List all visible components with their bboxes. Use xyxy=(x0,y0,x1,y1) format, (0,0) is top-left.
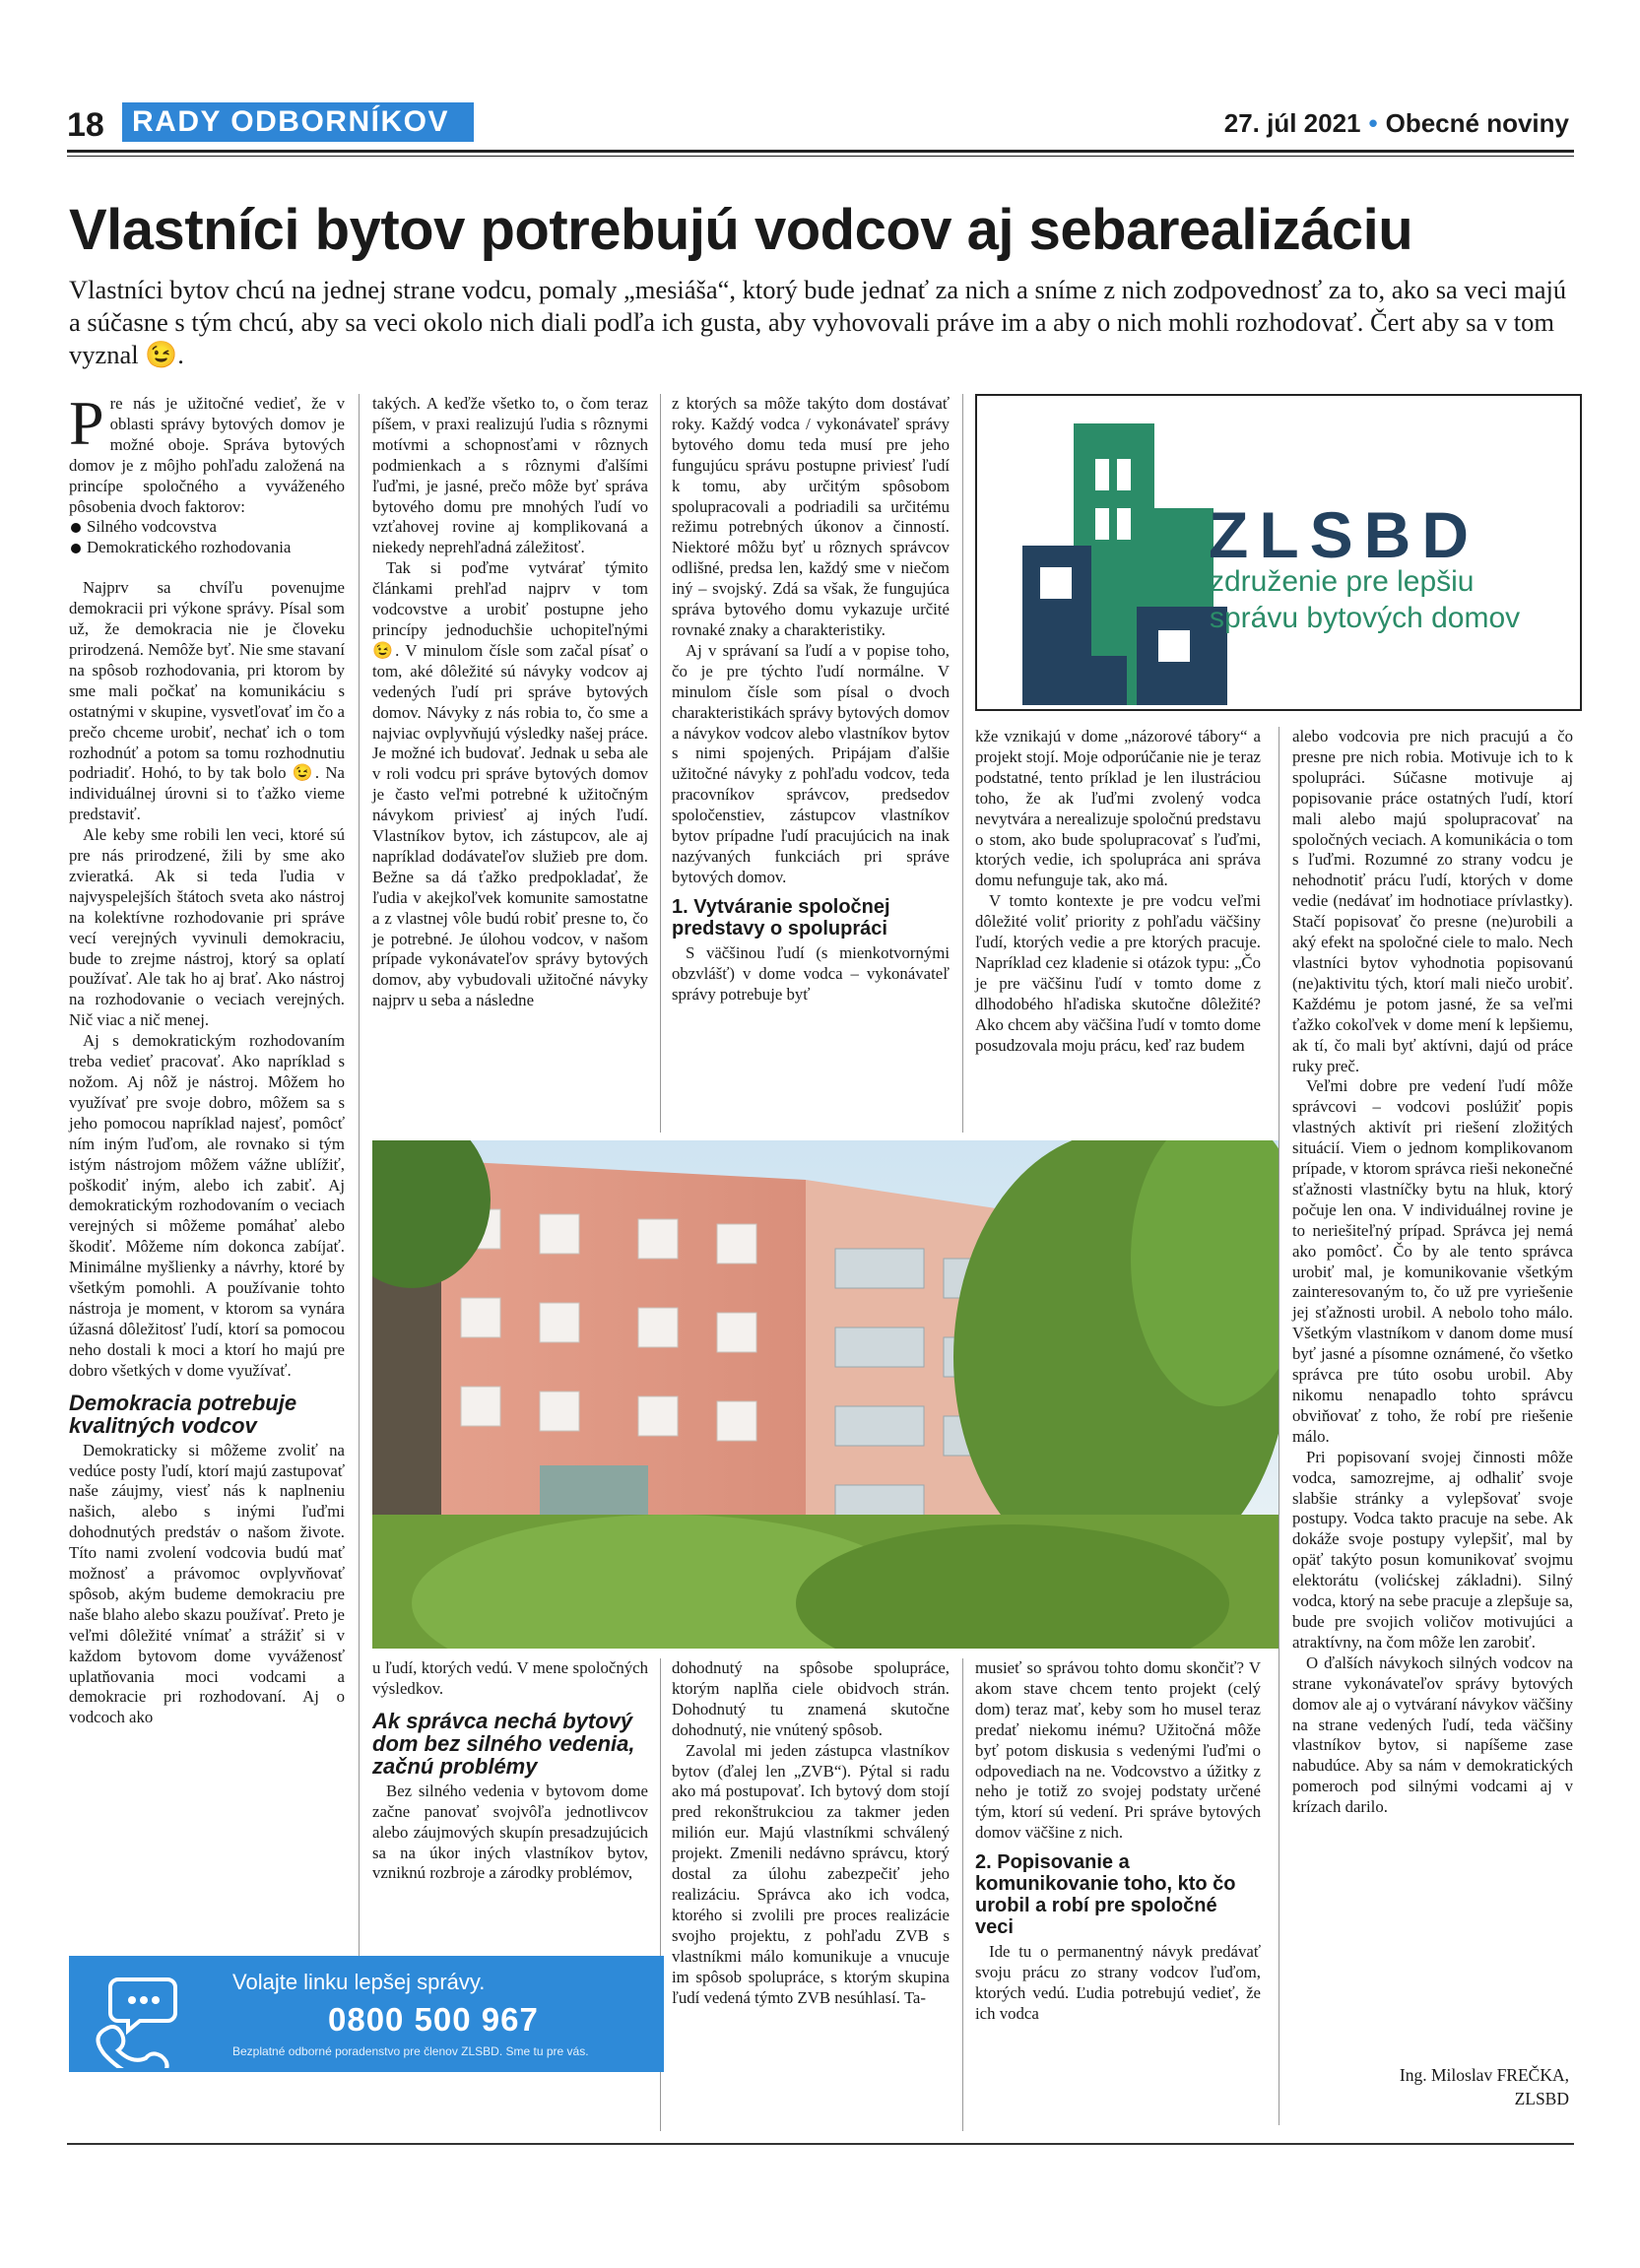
paragraph: Aj v správaní sa ľudí a v popise toho, čo je pre týchto ľudí normálne. V minulom čísle som písal o dvoch charakteristikách správy bytových domov a návykov vodcov alebo vlastníkov bytov s nimi spojených. Pripájam ďalšie užitočné návyky z pohľadu vodcov, teda pracovníkov správcov, predsedov spoločenstiev, zástupcov vlastníkov bytov prípadne ľudí pracujúcich na inak nazývaných funkciách pri správe bytových domov. xyxy=(672,640,950,886)
paragraph: Pri popisovaní svojej činnosti môže vodca, samozrejme, aj odhaliť svoje slabšie stránky a vylepšovať svoje postupy. Vodca takto pracuje na sebe. Ak dokáže svoje postupy vylepšiť, mal by opäť takýto posun komunikovať svojmu elektorátu (volićskej základni). Silný vodca, ktorý na sebe pracuje a zlepšuje sa, bude pre svojich voličov motivujúci a atraktívny, na čom môže len zarobiť. xyxy=(1292,1447,1573,1652)
subheading: 2. Popisovanie a komunikovanie toho, kto čo urobil a robí pre spoločné veci xyxy=(975,1851,1236,1939)
paragraph: z ktorých sa môže takýto dom dostávať roky. Každý vodca / vykonávateľ správy bytového domu teda musí pre jeho fungujúcu správu postupne priviesť ľudí k tomu, aby určitým spôsobom spolupracovali a podriadili sa určitému režimu potrebných úkonov a činností. Niektoré môžu byť u rôznych správcov odlišné, predsa len, každý sme v niečom iný – svojský. Zdá sa však, že fungujúca správa bytového domu vykazuje určité rovnaké znaky a charakteristiky. xyxy=(672,394,950,639)
column-divider xyxy=(660,394,661,1133)
paragraph: Najprv sa chvíľu povenujme demokracii pri výkone správy. Písal som už, že demokracia nie je človeku prirodzená. Nemôže byť. Nie sme stavaní na spôsob rozhodovania, pri ktorom by sme mali počkať na komunikáciu s ostatnými v skupine, vysvetľovať im čo a prečo chceme urobiť, nechať ich o tom rozhodnúť a potom sa tomu rozhodnutiu podriadiť. Hohó, to by tak bolo 😉. Na individuálnej úrovni si to ťažko vieme predstaviť. xyxy=(69,578,345,824)
column-divider xyxy=(359,394,360,1960)
issue-date: 27. júl 2021 xyxy=(1223,108,1361,138)
column-divider xyxy=(962,394,963,1133)
paragraph: takých. A keďže všetko to, o čom teraz píšem, v praxi realizujú ľudia s rôznymi motívmi a schopnosťami v rôznych podmienkach a s rôznymi ďalšími ľuďmi, je jasné, prečo môže byť správa bytového domu pre mnohých ľudí vo vzťahovej rovine aj komplikovaná a niekedy neprehľadná záležitosť. xyxy=(372,394,648,557)
article-column-5 xyxy=(1292,727,1573,1818)
list-item: Silného vodcovstva xyxy=(69,517,345,538)
list-item: Demokratického rozhodovania xyxy=(69,538,345,558)
separator-dot: • xyxy=(1368,108,1378,138)
author-signature xyxy=(1400,2063,1569,2110)
header-rule-thin xyxy=(67,156,1574,157)
article-column-3 xyxy=(672,394,950,1004)
logo-title: ZLSBD xyxy=(1209,498,1479,571)
subheading: Ak správca nechá bytový dom bez silného vedenia, začnú problémy xyxy=(372,1708,635,1779)
author-name: Ing. Miloslav FREČKA, xyxy=(1399,2065,1569,2085)
subheading: Demokracia potrebuje kvalitných vodcov xyxy=(69,1390,297,1438)
paragraph: Bez silného vedenia v bytovom dome začne panovať svojvôľa jednotlivcov alebo záujmových skupín presadzujúcich sa na úkor iných vlastníkov bytov, vzniknú rozbroje a zárodky problémov, xyxy=(372,1781,648,1883)
paragraph: alebo vodcovia pre nich pracujú a čo presne pre nich robia. Motivuje ich to k spolupráci. Súčasne motivuje aj popisovanie práce ostatných ľudí, ktorí mali alebo majú spolupracovať na spoločných veciach. A komunikácia o tom s ľuďmi. Rozumné zo strany vodcu je nehodnotiť prácu ľudí, ktorých v dome vedie (nedávať im hodnotiace prívlastky). Stačí popisovať čo presne (ne)urobili a aký efekt na spoločné ciele to malo. Nech vlastníci bytov vyhodnotia popisovanú (ne)aktivitu tých, ktorí mali niečo urobiť. Každému je potom jasné, že sa veľmi ťažko cokoľvek v dome mení k lepšiemu, ak tí, čo mali byť aktívni, dajú od práce ruky preč. xyxy=(1292,727,1573,1075)
apartment-building-photo xyxy=(372,1140,1279,1649)
ad-phone-number[interactable]: 0800 500 967 xyxy=(328,2001,539,2038)
bullet-list xyxy=(69,517,345,558)
subheading: 1. Vytváranie spoločnej predstavy o spolupráci xyxy=(672,895,890,940)
article-column-3-continued xyxy=(672,1658,950,2008)
lead-paragraph: Vlastníci bytov chcú na jednej strane vodcu, pomaly „mesiáša“, ktorý bude jednať za nich a sníme z nich zodpovednosť za to, ako sa veci majú a súčasne s tým chcú, aby sa veci okolo nich diali podľa ich gusta, aby vyhovovali práve im a aby o nich mohli rozhodovať. Čert aby sa v tom vyznal 😉. xyxy=(69,275,1567,369)
paragraph: Ale keby sme robili len veci, ktoré sú pre nás prirodzené, žili by sme ako zvieratká. Ak si teda ľudia v najvyspelejších štátoch sveta ako nástroj na kolektívne rozhodovanie pri správe vecí verejných vyvinuli demokraciu, bude to zrejme nástroj, ktorý sa oplatí používať. Ale tak ho aj brať. Ako nástroj na rozhodovanie o veciach verejných. Nič viac a nič menej. xyxy=(69,825,345,1030)
publication-name: Obecné noviny xyxy=(1385,108,1569,138)
header-rule xyxy=(67,150,1574,153)
paragraph: musieť so správou tohto domu skončiť? V akom stave chcem tento projekt (celý dom) teraz mať, keby som ho musel teraz predať niekomu inému? Užitočná môže byť potom diskusia s vedenými ľuďmi o odpovediach na ne. Vodcovstvo a úžitky z neho je totiž zo svojej podstaty určené tým, ktorí sú vedení. Pri správe bytových domov väčšine z nich. xyxy=(975,1658,1261,1843)
ad-note: Bezplatné odborné poradenstvo pre členov ZLSBD. Sme tu pre vás. xyxy=(232,2044,589,2058)
article-column-4-continued xyxy=(975,1658,1261,2025)
article-column-2 xyxy=(372,394,648,1011)
author-organization: ZLSBD xyxy=(1514,2089,1569,2108)
section-label: RADY ODBORNÍKOV xyxy=(122,102,474,142)
footer-rule xyxy=(67,2143,1574,2145)
headline: Vlastníci bytov potrebujú vodcov aj sebarealizáciu xyxy=(69,198,1413,262)
paragraph: Aj s demokratickým rozhodovaním treba vedieť pracovať. Ako napríklad s nožom. Aj nôž je nástroj. Môžem ho využívať pre svoje dobro, môžem sa s jeho pomocou napríklad najesť, pomôcť ním iným ľuďom, ale rovnako si tým istým nástrojom môžem vážne ublížiť, poškodiť iným, alebo ich zabiť. Aj demokratickým rozhodovaním o veciach verejných si môžeme pomáhať alebo škodiť. Môžeme ním dokonca zabíjať. Minimálne myšlienky a návrhy, ktoré by všetkým pomohli. A používanie tohto nástroja je moment, v ktorom sa vynára úžasná dôležitosť ľudí, ktorí sa pomocou neho dostali k moci a ktorí ho majú pre dobro všetkých v dome využívať. xyxy=(69,1031,345,1380)
article-column-2-continued xyxy=(372,1658,648,1884)
paragraph: V tomto kontexte je pre vodcu veľmi dôležité voliť priority z pohľadu väčšiny ľudí, ktorých vedie a pre ktorých pracuje. Napríklad cez kladenie si otázok typu: „Čo je pre väčšinu ľudí v tomto dome z dlhodobého hľadiska skutočne dôležité? Ako chcem aby väčšina ľudí v tomto dome posudzovala moju prácu, keď raz budem xyxy=(975,891,1261,1055)
article-column-4 xyxy=(975,727,1261,1057)
drop-cap: P xyxy=(69,388,104,458)
issue-info xyxy=(1224,108,1569,139)
paragraph: Zavolal mi jeden zástupca vlastníkov bytov (ďalej len „ZVB“). Pýtal si radu ako má postupovať. Ich bytový dom stojí pred rekonštrukciou za takmer jeden milión eur. Majú vlastníkmi schválený projekt. Zmenili nedávno správcu, ktorý dostal za úlohu zabezpečiť jeho realizáciu. Správca ako ich vodca, ktorého si zvolili pre proces realizácie svojho projektu, z pohľadu ZVB s vlastníkmi málo komunikuje a vnucuje im spôsob spolupráce, s ktorým skupina ľudí vedená týmto ZVB nesúhlasí. Ta- xyxy=(672,1740,950,2007)
paragraph: Ide tu o permanentný návyk predávať svoju prácu zo strany vodcov ľuďom, ktorých vedú. Ľudia potrebujú vedieť, že ich vodca xyxy=(975,1942,1261,2023)
ad-title: Volajte linku lepšej správy. xyxy=(232,1970,486,1994)
paragraph: Veľmi dobre pre vedení ľudí môže správcovi – vodcovi poslúžiť popis vlastných aktivít pri riešení zložitých situácií. Viem o jednom komplikovanom prípade, v ktorom správca rieši nekonečné sťažnosti vlastníčky bytu na hluk, ktorý počuje len ona. V individuálnej rovine je to neriešiteľný prípad. Správca jej nemá ako pomôcť. Čo by ale tento správca urobiť mal, je komunikovanie všetkým zainteresovaným to, čo už pre vyriešenie jej sťažnosti urobil. A nebolo toho málo. Všetkým vlastníkom v danom dome musí byť jasné a písomne oznámené, čo všetko správca pre túto osobu urobil. Aby nikomu nenapadlo tohto správcu obviňovať z toho, že robí pre riešenie málo. xyxy=(1292,1076,1573,1446)
paragraph: S väčšinou ľudí (s mienkotvornými obzvlášť) v dome vodca – vykonávateľ správy potrebuje byť xyxy=(672,942,950,1004)
paragraph: u ľudí, ktorých vedú. V mene spoločných výsledkov. xyxy=(372,1658,648,1698)
zlsbd-logo-mark xyxy=(1015,410,1231,705)
support-chat-icon xyxy=(89,1960,207,2068)
page-number: 18 xyxy=(67,106,104,144)
paragraph: Demokraticky si môžeme zvoliť na vedúce posty ľudí, ktorí majú zastupovať naše záujmy, viesť nás k naplneniu našich, alebo s inými ľuďmi dohodnutých predstáv o našom živote. Títo nami zvolení vodcovia budú mať možnosť a právomoc ovplyvňovať spôsob, akým budeme demokraciu pre naše blaho alebo skazu používať. Preto je veľmi dôležité vnímať a strážiť si v každom bytovom dome vyváženosť uplatňovania moci vodcami a demokracie pri rozhodovaní. Aj o vodcoch ako xyxy=(69,1440,345,1727)
paragraph: kže vznikajú v dome „názorové tábory“ a projekt stojí. Moje odporúčanie nie je teraz podstatné, tento príklad je len ilustráciou toho, že ak ľuďmi zvolený vodca nevytvára a nerealizuje spoločnú predstavu o stom, ako bude spolupracovať s ľuďmi, ktorých vedie, ich spolupráca ani správa domu nefunguje tak, ako má. xyxy=(975,727,1261,890)
paragraph: Pre nás je užitočné vedieť, že v oblasti správy bytových domov je možné oboje. Správa bytových domov je z môjho pohľadu založená na princípe spoločného a vyváženého pôsobenia dvoch faktorov: xyxy=(69,388,345,516)
paragraph: dohodnutý na spôsobe spolupráce, ktorým naplňa ciele obidvoch strán. Dohodnutý tu znamená skutočne dohodnutý, nie vnútený spôsob. xyxy=(672,1658,950,1739)
article-column-1 xyxy=(69,388,345,1728)
paragraph: Tak si poďme vytvárať týmito článkami prehľad najprv v tom vodcovstve a urobiť postupne jeho princípy jednoduchšie uchopiteľnými 😉. V minulom čísle som začal písať o tom, aké dôležité sú návyky vodcov aj vedených ľudí pri správe bytových domov. Návyky z nás robia to, čo sme a najviac ovplyvňujú výsledky našej práce. Je možné ich budovať. Jednak u seba ale v roli vodcu pri správe bytových domov je často veľmi potrebné k užitočným návykom priviesť aj iných ľudí. Vlastníkov bytov, ich zástupcov, ale aj napríklad dodávateľov služieb pre dom. Bežne sa dá ťažko predpokladať, že ľudia v akejkoľvek komunite samostatne a z vlastnej vôle budú robiť presne to, čo je potrebné. Je úlohou vodcov, v našom prípade vykonávateľov správy bytových domov, aby vybudovali užitočné návyky najprv u seba a následne xyxy=(372,558,648,1010)
logo-subtitle: združenie pre lepšiu správu bytových domov xyxy=(1210,565,1521,634)
paragraph: O ďalších návykoch silných vodcov na strane vykonávateľov správy bytových domov ale aj o vytváraní návykov väčšiny na strane vedených ľudí, teda väčšiny vlastníkov bytov, si napíšeme zase nabudúce. Aby sa nám v demokratických pomeroch pod silnými vodcami aj v krízach darilo. xyxy=(1292,1652,1573,1817)
column-divider xyxy=(962,1658,963,2131)
